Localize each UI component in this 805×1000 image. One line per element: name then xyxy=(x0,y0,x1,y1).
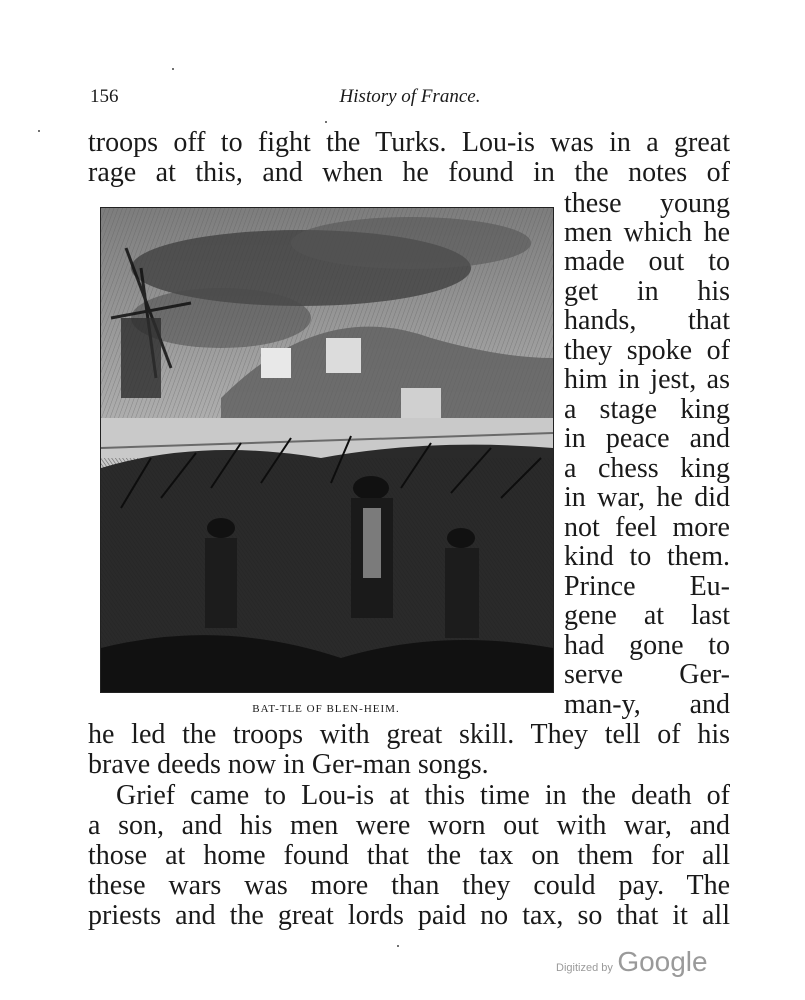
page-number: 156 xyxy=(90,86,119,107)
text-line: man-y, and xyxy=(564,689,730,720)
text-line: kind to them. xyxy=(564,541,730,572)
text-line: men which he xyxy=(564,217,730,248)
text-line: made out to xyxy=(564,246,730,277)
text-line: a chess king xyxy=(564,453,730,484)
print-speck xyxy=(397,945,399,947)
text-line: him in jest, as xyxy=(564,364,730,395)
text-line: had gone to xyxy=(564,630,730,661)
running-title: History of France. xyxy=(339,86,481,107)
text-line: serve Ger- xyxy=(564,659,730,690)
text-line: in peace and xyxy=(564,423,730,454)
page-header xyxy=(90,86,730,114)
text-line: rage at this, and when he found in the notes of xyxy=(88,157,730,188)
text-line: in war, he did xyxy=(564,482,730,513)
battle-engraving xyxy=(100,207,554,693)
text-line: Grief came to Lou-is at this time in the death of xyxy=(116,780,730,811)
print-speck xyxy=(325,121,327,123)
text-line: they spoke of xyxy=(564,335,730,366)
text-line: Prince Eu- xyxy=(564,571,730,602)
text-line: a stage king xyxy=(564,394,730,425)
text-line: not feel more xyxy=(564,512,730,543)
print-speck xyxy=(38,130,40,132)
text-line: a son, and his men were worn out with war, and xyxy=(88,810,730,841)
text-line: troops off to fight the Turks. Lou-is was in a great xyxy=(88,127,730,158)
watermark-prefix: Digitized by xyxy=(556,962,613,974)
text-line: these wars was more than they could pay. The xyxy=(88,870,730,901)
text-line: hands, that xyxy=(564,305,730,336)
figure-caption: BAT-TLE OF BLEN-HEIM. xyxy=(252,703,400,715)
print-speck xyxy=(172,68,174,70)
text-line: priests and the great lords paid no tax, so that it all xyxy=(88,900,730,931)
text-line: get in his xyxy=(564,276,730,307)
text-line: those at home found that the tax on them for all xyxy=(88,840,730,871)
digitized-watermark xyxy=(556,946,708,978)
engraving-illustration xyxy=(101,208,553,692)
text-line: these young xyxy=(564,188,730,219)
text-line: brave deeds now in Ger-man songs. xyxy=(88,749,489,780)
text-line: he led the troops with great skill. They tell of his xyxy=(88,719,730,750)
text-line: gene at last xyxy=(564,600,730,631)
watermark-logo: Google xyxy=(617,946,708,977)
